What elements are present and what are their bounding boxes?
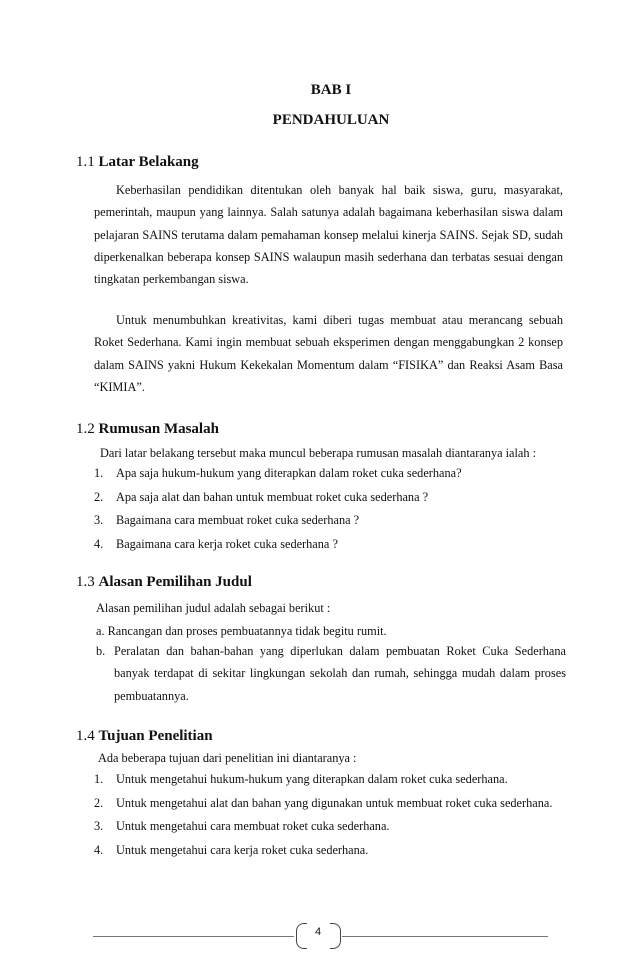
footer-rule-left	[93, 936, 294, 937]
section-intro: Ada beberapa tujuan dari penelitian ini diantaranya :	[98, 751, 357, 765]
reason-b-label: b.	[96, 644, 106, 658]
right-brace-icon	[330, 923, 341, 949]
list-number: 3.	[94, 513, 104, 527]
section-number: 1.3	[76, 574, 99, 590]
paragraph-latar-belakang-2	[94, 309, 563, 398]
list-number: 2.	[94, 489, 104, 504]
section-heading-alasan-pemilihan-judul	[76, 574, 252, 591]
page-number: 4	[314, 926, 322, 938]
chapter-label: BAB I	[310, 82, 352, 98]
list-text: Apa saja hukum-hukum yang diterapkan dalam roket cuka sederhana?	[116, 466, 462, 480]
list-number: 4.	[94, 842, 104, 857]
rumusan-masalah-list	[94, 462, 462, 556]
list-text: Untuk mengetahui alat dan bahan yang digunakan untuk membuat roket cuka sederhana.	[116, 795, 553, 810]
list-item	[94, 486, 462, 510]
section-heading-latar-belakang	[76, 154, 199, 171]
paragraph-text: Keberhasilan pendidikan ditentukan oleh banyak hal baik siswa, guru, masyarakat, pemerintah, maupun yang lainnya. Salah satunya adalah bagaimana keberhasilan siswa dalam pelajaran SAINS terutama dalam pemahaman konsep melalui kinerja SAINS. Sejak SD, sudah diperkenalkan beberapa konsep SAINS walaupun masih sederhana dan terbatas sesuai dengan tingkatan perkembangan siswa.	[94, 183, 563, 287]
list-text: Apa saja alat dan bahan untuk membuat roket cuka sederhana ?	[116, 489, 429, 504]
paragraph-text: Untuk menumbuhkan kreativitas, kami diberi tugas membuat atau merancang sebuah Roket Sederhana. Kami ingin membuat sebuah eksperimen dengan menggabungkan 2 konsep dalam SAINS yakni Hukum Kekekalan Momentum dalam “FISIKA” dan Reaksi Asam Basa “KIMIA”.	[94, 313, 563, 394]
list-item	[94, 768, 552, 792]
reason-a: a. Rancangan dan proses pembuatannya tidak begitu rumit.	[96, 624, 387, 638]
list-text: Bagaimana cara membuat roket cuka sederhana ?	[116, 513, 360, 527]
list-item	[94, 815, 552, 839]
section-title: Alasan Pemilihan Judul	[98, 574, 252, 590]
reason-b	[96, 640, 566, 707]
section-heading-rumusan-masalah	[76, 421, 219, 438]
section-intro: Dari latar belakang tersebut maka muncul beberapa rumusan masalah diantaranya ialah :	[100, 446, 537, 460]
list-item	[94, 792, 552, 816]
list-item	[94, 839, 552, 863]
list-number: 2.	[94, 795, 104, 810]
paragraph-latar-belakang-1	[94, 179, 563, 290]
chapter-title: PENDAHULUAN	[272, 112, 390, 128]
list-text: Untuk mengetahui cara kerja roket cuka sederhana.	[116, 842, 369, 857]
section-title: Latar Belakang	[98, 154, 199, 170]
list-item	[94, 533, 462, 557]
section-title: Rumusan Masalah	[98, 421, 219, 437]
list-text: Untuk mengetahui cara membuat roket cuka sederhana.	[116, 819, 390, 833]
section-number: 1.2	[76, 421, 99, 437]
list-number: 1.	[94, 772, 104, 786]
section-number: 1.1	[76, 154, 99, 170]
section-heading-tujuan-penelitian	[76, 728, 213, 745]
section-intro: Alasan pemilihan judul adalah sebagai berikut :	[96, 601, 331, 615]
list-item	[94, 462, 462, 486]
section-title: Tujuan Penelitian	[98, 728, 213, 744]
list-item	[94, 509, 462, 533]
list-number: 1.	[94, 466, 104, 480]
list-text: Untuk mengetahui hukum-hukum yang diterapkan dalam roket cuka sederhana.	[116, 772, 508, 786]
reason-b-text: Peralatan dan bahan-bahan yang diperlukan dalam pembuatan Roket Cuka Sederhana banyak terdapat di sekitar lingkungan sekolah dan rumah, sehingga mudah dalam proses pembuatannya.	[114, 644, 566, 703]
section-number: 1.4	[76, 728, 99, 744]
list-number: 4.	[94, 536, 104, 551]
footer-rule-right	[342, 936, 548, 937]
list-text: Bagaimana cara kerja roket cuka sederhana ?	[116, 536, 338, 551]
tujuan-penelitian-list	[94, 768, 552, 862]
list-number: 3.	[94, 819, 104, 833]
